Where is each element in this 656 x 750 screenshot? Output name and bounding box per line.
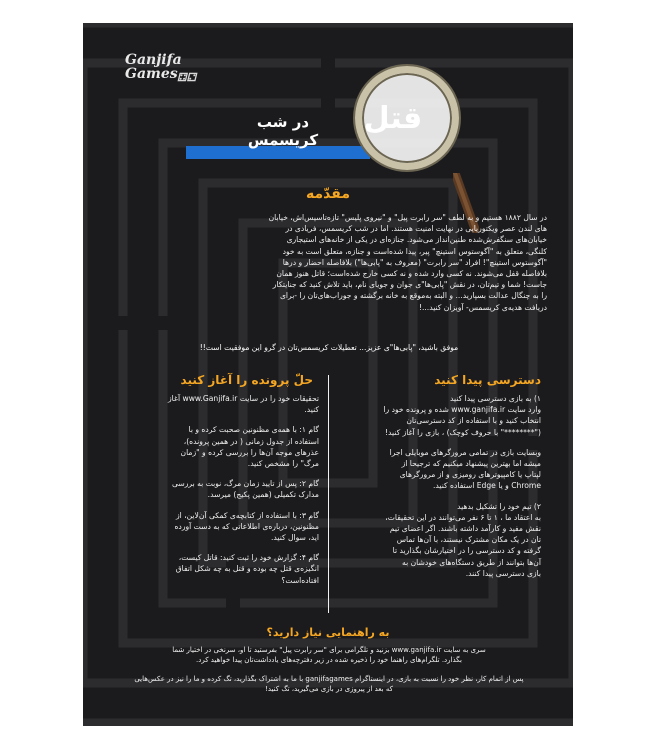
text-line: گرفته و کد دسترسی را در اختیارشان بگذارید تا bbox=[392, 546, 541, 556]
text-line: مدارک تکمیلی (همین پکیج) میرسد. bbox=[207, 490, 319, 500]
solve-heading: حلّ پرونده را آغاز کنید bbox=[180, 373, 313, 387]
intro-paragraph bbox=[111, 212, 547, 338]
good-luck-line: موفق باشید، "پابی‌ها"ی عزیز... تعطیلات کریسمس‌تان در گرو این موفقیت است!! bbox=[199, 343, 459, 352]
text-line: بازی دسترسی پیدا کنند. bbox=[465, 568, 541, 578]
text-line: گام ۳: با استفاده از کتابچه‌ی کمکی آن‌لاین، از bbox=[176, 510, 319, 520]
text-line: افتاده‌است؟ bbox=[281, 575, 319, 585]
text-line: بگذارد. تلگرام‌های راهنما خود را ذخیره شده در زیر دفترچه‌های یادداشت‌تان پیدا خواهید کرد. bbox=[196, 656, 462, 664]
ganjifa-logo bbox=[125, 52, 197, 84]
text-line: Chrome و یا Edge استفاده کنید. bbox=[433, 481, 541, 491]
logo-line-2: Games bbox=[125, 66, 178, 82]
text-line: لپتاپ یا کامپیوترهای رومیزی و از مرورگرهای bbox=[399, 470, 541, 480]
access-step-2 bbox=[341, 501, 541, 579]
text-line: وبسایت بازی در تمامی مرورگرهای موبایلی اجرا bbox=[389, 447, 541, 457]
solve-column bbox=[119, 393, 319, 586]
text-line: ("********" با حروف کوچک) ، بازی را آغاز کنید! bbox=[384, 427, 541, 437]
column-divider bbox=[328, 375, 329, 613]
text-line: نقش مفید و کارآمد داشته باشند. اگر اعضای تیم bbox=[389, 524, 541, 534]
poster-content bbox=[83, 23, 573, 726]
intro-line: جاست! شما و تیم‌تان، در نقش "پابی‌ها"ی جوان و جویای نام، باید تلاش کنید که جنایتکار bbox=[272, 280, 547, 290]
help-paragraph bbox=[111, 645, 547, 665]
text-line: گام ۴: گزارش خود را ثبت کنید: قاتل کیست، bbox=[178, 553, 319, 563]
text-line: تان در یک مکان مشترک نیستند، با آن‌ها تماس bbox=[396, 535, 541, 545]
help-heading: به راهنمایی نیاز دارید؟ bbox=[266, 626, 390, 639]
text-line: استفاده از جدول زمانی ( در همین پرونده)، bbox=[183, 436, 319, 446]
solve-step-4 bbox=[119, 552, 319, 586]
text-line: انتخاب کنید و با استفاده از کد دسترسی‌تان bbox=[406, 416, 541, 426]
ending-paragraph bbox=[111, 674, 547, 694]
text-line: ۱) به بازی دسترسی پیدا کنید bbox=[450, 394, 541, 403]
intro-line: را به چنگال عدالت بسپارید... و البته به‌موقع به خانه برگشته و جوراب‌های‌تان را -برای bbox=[279, 291, 547, 301]
text-line: پس از اتمام کار، نظر خود را نسبت به بازی، در اینستاگرام ganjifagames با ما به اشتراک بگذارید، تگ کرده و ما را نیز در عکس‌هایی bbox=[134, 675, 524, 683]
text-line: وارد سایت www.ganjifa.ir شده و پرونده خود را bbox=[383, 405, 541, 415]
solve-step-1 bbox=[119, 424, 319, 469]
text-line: به اعتقاد ما ، ۱ تا ۶ نفر می‌توانند در این تحقیقات، bbox=[385, 512, 541, 522]
intro-line: های لندن عصر ویکتوریایی در نهایت امنیت هستند. اما در شب کریسمس، فریادی در bbox=[285, 224, 547, 234]
intro-heading: مقدّمه bbox=[306, 186, 350, 202]
text-line: گام ۲: پس از تایید زمان مرگ، نوبت به بررسی bbox=[172, 479, 319, 489]
intro-line: خیابان‌های سنگفرش‌شده طنین‌انداز می‌شود. جنازه‌ای در یکی از خانه‌های استیجاری bbox=[286, 235, 547, 245]
intro-line: در سال ۱۸۸۲ هستیم و به لطف "سر رابرت پیل" و "نیروی پلیس" تازه‌تاسیس‌اش، خیابان bbox=[268, 213, 547, 222]
text-line: سری به سایت www.ganjifa.ir بزنید و تلگرامی برای "سر رابرت پیل" بفرستید تا او، سرنخی در اختیار شما bbox=[172, 646, 486, 654]
title-main: قتل bbox=[363, 101, 423, 136]
browser-note bbox=[341, 447, 541, 492]
intro-line: کلنگی، متعلق به "آگوستوس استینچ" پیر، پیدا شده‌است و جنازه، متعلق است به خود bbox=[282, 246, 547, 256]
text-line: میشه اما بهترین پیشنهاد میکنیم که ترجیحا از bbox=[401, 459, 541, 469]
text-line: انگیزه‌ی قتل چه بوده و قتل به چه شکل اتفاق bbox=[175, 564, 319, 574]
text-line: عذرهای موجه آن‌ها را بررسی کرده و "زمان bbox=[180, 447, 319, 457]
text-line: کنید. bbox=[304, 405, 319, 415]
poster-card bbox=[83, 23, 573, 726]
access-column bbox=[341, 393, 541, 579]
intro-line: دریافت هدیه‌ی کریسمس- آویزان کنید...! bbox=[418, 302, 547, 312]
solve-intro bbox=[119, 393, 319, 415]
logo-line-1: Ganjifa bbox=[125, 52, 182, 68]
solve-step-3 bbox=[119, 510, 319, 544]
access-heading: دسترسی پیدا کنید bbox=[434, 373, 541, 387]
text-line: تحقیقات خود را در سایت www.Ganjifa.ir آغاز bbox=[168, 394, 319, 403]
text-line: ۲) تیم خود را تشکیل بدهید bbox=[457, 501, 541, 511]
intro-line: بلافاصله قفل می‌شوند. نه کسی وارد شده و نه کسی خارج شده‌است؛ قاتل هنوز همان bbox=[276, 269, 547, 279]
dice-icon: ⚃⚁ bbox=[177, 71, 197, 84]
text-line: آن‌ها بتوانند از طریق دستگاه‌های خودشان به bbox=[402, 557, 541, 567]
intro-line: "آگوستوس استینچ"! افراد "سر رابرت" (معروف به "پابی‌ها") بلافاصله احضار و درها bbox=[282, 257, 547, 267]
access-step-1 bbox=[341, 393, 541, 438]
title-subtitle: در شب کریسمس bbox=[247, 113, 319, 149]
text-line: گام ۱: با همه‌ی مظنونین صحبت کرده و با bbox=[188, 425, 319, 435]
text-line: مظنونین، درباره‌ی اطلاعاتی که به دست آورده bbox=[174, 521, 319, 531]
text-line: اید، سوال کنید. bbox=[271, 533, 319, 543]
text-line: مرگ" را مشخص کنید. bbox=[247, 459, 319, 469]
text-line: که بعد از پیروزی در بازی می‌گیرید، تگ کنید! bbox=[265, 685, 393, 693]
solve-step-2 bbox=[119, 478, 319, 500]
